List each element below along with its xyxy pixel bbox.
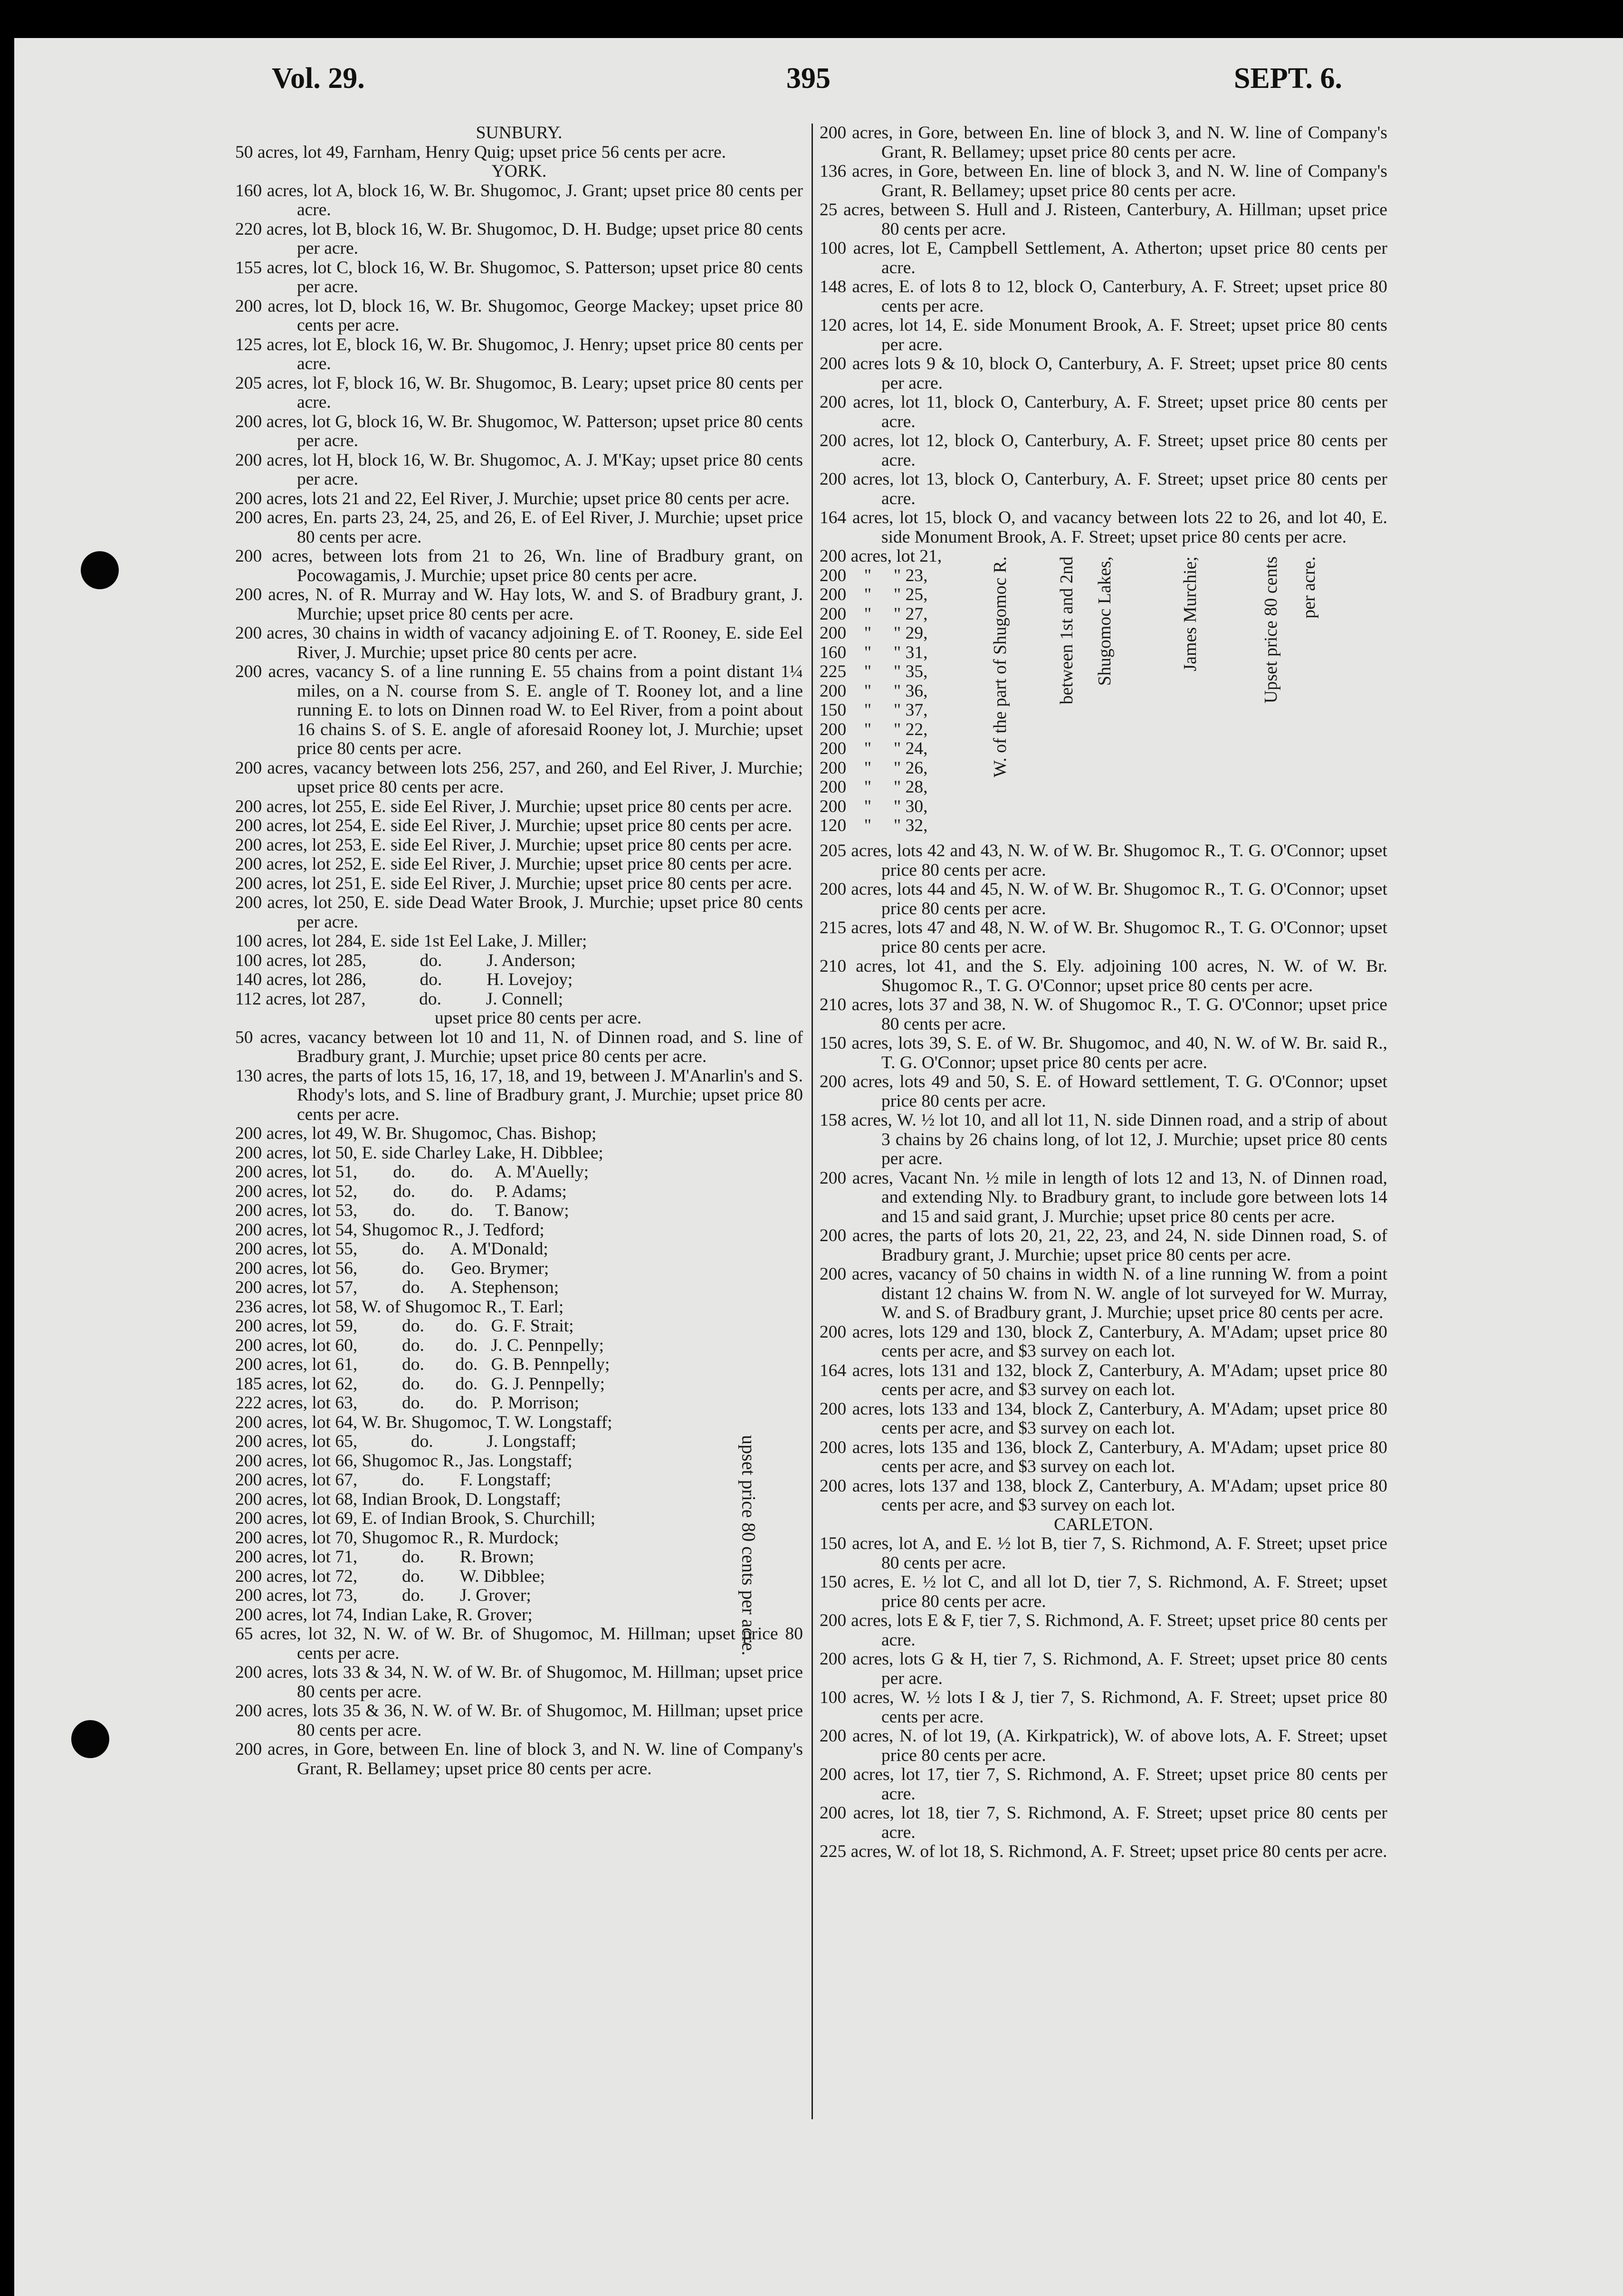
list-entry: 200 acres, in Gore, between En. line of block 3, and N. W. line of Company's Grant, R. Bellamey; upset price 80 cents per acre.	[235, 1740, 803, 1779]
page-number: 395	[786, 62, 831, 95]
list-entry: 50 acres, lot 49, Farnham, Henry Quig; upset price 56 cents per acre.	[235, 142, 726, 162]
left-column	[235, 124, 803, 1779]
list-entry: 210 acres, lots 37 and 38, N. W. of Shugomoc R., T. G. O'Connor; upset price 80 cents per acre.	[820, 995, 1387, 1034]
list-entry: 205 acres, lot F, block 16, W. Br. Shugomoc, B. Leary; upset price 80 cents per acre.	[235, 373, 803, 412]
lot-table-row: 200 " " 25,	[820, 585, 928, 604]
binding-hole	[81, 551, 119, 589]
list-entry: 120 acres, lot 14, E. side Monument Brook, A. F. Street; upset price 80 cents per acre.	[820, 316, 1387, 354]
list-entry: 200 acres, lot 250, E. side Dead Water Brook, J. Murchie; upset price 80 cents per acre.	[235, 893, 803, 932]
volume-label: Vol. 29.	[272, 62, 365, 95]
lot-table	[820, 547, 1387, 842]
list-entry: 200 acres, lot 73, do. J. Grover;	[235, 1586, 531, 1605]
list-entry: 200 acres, between lots from 21 to 26, Wn. line of Bradbury grant, on Pocowagamis, J. Murchie; upset price 80 cents per acre.	[235, 546, 803, 585]
list-entry: 200 acres, lot 52, do. do. P. Adams;	[235, 1181, 567, 1201]
list-entry: 136 acres, in Gore, between En. line of block 3, and N. W. line of Company's Grant, R. Bellamey; upset price 80 cents per acre.	[820, 162, 1387, 201]
list-entry: 200 acres, lot 70, Shugomoc R., R. Murdock;	[235, 1528, 559, 1548]
list-entry: 200 acres, En. parts 23, 24, 25, and 26, E. of Eel River, J. Murchie; upset price 80 cents per acre.	[235, 508, 803, 547]
list-entry: 200 acres, lots 133 and 134, block Z, Canterbury, A. M'Adam; upset price 80 cents per acre, and $3 survey on each lot.	[820, 1399, 1387, 1438]
lot-table-row: 200 acres, lot 21,	[820, 546, 942, 566]
list-entry: 205 acres, lots 42 and 43, N. W. of W. Br. Shugomoc R., T. G. O'Connor; upset price 80 cents per acre.	[820, 841, 1387, 880]
list-entry: 200 acres, lots 35 & 36, N. W. of W. Br. of Shugomoc, M. Hillman; upset price 80 cents per acre.	[235, 1701, 803, 1740]
list-entry: 100 acres, lot E, Campbell Settlement, A. Atherton; upset price 80 cents per acre.	[820, 239, 1387, 277]
list-entry: 210 acres, lot 41, and the S. Ely. adjoining 100 acres, N. W. of W. Br. Shugomoc R., T. G. O'Connor; upset price 80 cents per acre.	[820, 957, 1387, 995]
lot-table-row: 150 " " 37,	[820, 700, 928, 720]
list-entry: 200 acres, lot 54, Shugomoc R., J. Tedford;	[235, 1220, 544, 1240]
list-entry: 200 acres, lot 74, Indian Lake, R. Grover;	[235, 1605, 533, 1625]
list-entry: 200 acres, lot 252, E. side Eel River, J. Murchie; upset price 80 cents per acre.	[235, 854, 792, 874]
list-entry: 200 acres, lots 137 and 138, block Z, Canterbury, A. M'Adam; upset price 80 cents per acre, and $3 survey on each lot.	[820, 1476, 1387, 1515]
column-divider	[812, 124, 813, 2119]
lot-table-row: 160 " " 31,	[820, 642, 928, 662]
list-entry: 200 acres, in Gore, between En. line of block 3, and N. W. line of Company's Grant, R. Bellamey; upset price 80 cents per acre.	[820, 123, 1387, 162]
list-entry: 200 acres, lot 251, E. side Eel River, J. Murchie; upset price 80 cents per acre.	[235, 873, 792, 893]
list-entry: 215 acres, lots 47 and 48, N. W. of W. Br. Shugomoc R., T. G. O'Connor; upset price 80 cents per acre.	[820, 918, 1387, 957]
list-entry: 200 acres, lot 61, do. do. G. B. Pennpelly;	[235, 1355, 610, 1374]
list-entry: 155 acres, lot C, block 16, W. Br. Shugomoc, S. Patterson; upset price 80 cents per acre.	[235, 258, 803, 297]
list-entry: 236 acres, lot 58, W. of Shugomoc R., T. Earl;	[235, 1297, 564, 1317]
list-entry: 125 acres, lot E, block 16, W. Br. Shugomoc, J. Henry; upset price 80 cents per acre.	[235, 335, 803, 373]
lot-table-row: 200 " " 36,	[820, 681, 928, 701]
lot-table-vertical-label: between 1st and 2nd	[1057, 556, 1077, 705]
vertical-upset-note: upset price 80 cents per acre.	[738, 1435, 760, 1656]
lot-table-row: 225 " " 35,	[820, 662, 928, 681]
list-entry: 50 acres, vacancy between lot 10 and 11, N. of Dinnen road, and S. line of Bradbury grant, J. Murchie; upset price 80 cents per acre.	[235, 1027, 803, 1066]
list-entry: 100 acres, lot 284, E. side 1st Eel Lake, J. Miller;	[235, 931, 587, 951]
list-entry: 200 acres, lots 49 and 50, S. E. of Howard settlement, T. G. O'Connor; upset price 80 cents per acre.	[820, 1072, 1387, 1111]
list-entry: 200 acres, lot H, block 16, W. Br. Shugomoc, A. J. M'Kay; upset price 80 cents per acre.	[235, 450, 803, 489]
list-entry: 200 acres, lot 71, do. R. Brown;	[235, 1547, 535, 1567]
section-heading: CARLETON.	[1054, 1514, 1153, 1534]
list-entry: 200 acres, lot 64, W. Br. Shugomoc, T. W. Longstaff;	[235, 1412, 612, 1432]
list-entry: 25 acres, between S. Hull and J. Risteen, Canterbury, A. Hillman; upset price 80 cents per acre.	[820, 200, 1387, 239]
lot-table-row: 200 " " 30,	[820, 796, 928, 816]
list-entry: 200 acres, lot 12, block O, Canterbury, A. F. Street; upset price 80 cents per acre.	[820, 431, 1387, 470]
date-label: SEPT. 6.	[1234, 62, 1342, 95]
list-entry: 222 acres, lot 63, do. do. P. Morrison;	[235, 1393, 579, 1413]
list-entry: 200 acres, vacancy between lots 256, 257, and 260, and Eel River, J. Murchie; upset price 80 cents per acre.	[235, 758, 803, 797]
list-entry: 200 acres, lot 72, do. W. Dibblee;	[235, 1566, 545, 1586]
list-entry: 65 acres, lot 32, N. W. of W. Br. of Shugomoc, M. Hillman; upset price 80 cents per acre.	[235, 1624, 803, 1663]
lot-table-row: 120 " " 32,	[820, 816, 928, 835]
list-entry: 200 acres, lot 50, E. side Charley Lake, H. Dibblee;	[235, 1143, 603, 1163]
list-entry: 220 acres, lot B, block 16, W. Br. Shugomoc, D. H. Budge; upset price 80 cents per acre.	[235, 219, 803, 258]
list-entry: 200 acres, vacancy of 50 chains in width N. of a line running W. from a point distant 12 chains W. from N. W. angle of lot surveyed for W. Murray, W. and S. of Bradbury grant, J. Murchie; upset price 80 cents per acre.	[820, 1264, 1387, 1322]
lot-table-row: 200 " " 24,	[820, 739, 928, 758]
list-entry: 225 acres, W. of lot 18, S. Richmond, A. F. Street; upset price 80 cents per acre.	[820, 1842, 1387, 1861]
list-entry: 200 acres, lot 59, do. do. G. F. Strait;	[235, 1316, 574, 1336]
list-entry: 200 acres, N. of lot 19, (A. Kirkpatrick), W. of above lots, A. F. Street; upset price 80 cents per acre.	[820, 1726, 1387, 1765]
list-entry: 200 acres, lot 18, tier 7, S. Richmond, A. F. Street; upset price 80 cents per acre.	[820, 1803, 1387, 1842]
list-entry: 158 acres, W. ½ lot 10, and all lot 11, N. side Dinnen road, and a strip of about 3 chains by 26 chains long, of lot 12, J. Murchie; upset price 80 cents per acre.	[820, 1110, 1387, 1168]
list-entry: 200 acres, lots G & H, tier 7, S. Richmond, A. F. Street; upset price 80 cents per acre.	[820, 1649, 1387, 1688]
list-entry: 140 acres, lot 286, do. H. Lovejoy;	[235, 970, 573, 989]
list-entry: 150 acres, lots 39, S. E. of W. Br. Shugomoc, and 40, N. W. of W. Br. said R., T. G. O'Connor; upset price 80 cents per acre.	[820, 1033, 1387, 1072]
list-entry: 200 acres, lot 55, do. A. M'Donald;	[235, 1239, 548, 1259]
list-entry: 164 acres, lot 15, block O, and vacancy between lots 22 to 26, and lot 40, E. side Monument Brook, A. F. Street; upset price 80 cents per acre.	[820, 508, 1387, 547]
list-entry: 200 acres, lot 11, block O, Canterbury, A. F. Street; upset price 80 cents per acre.	[820, 392, 1387, 431]
list-entry: 200 acres, lots 44 and 45, N. W. of W. Br. Shugomoc R., T. G. O'Connor; upset price 80 cents per acre.	[820, 880, 1387, 918]
list-entry: 200 acres, lot 68, Indian Brook, D. Longstaff;	[235, 1489, 561, 1509]
list-entry: 100 acres, lot 285, do. J. Anderson;	[235, 950, 576, 970]
list-entry: 200 acres, lot 255, E. side Eel River, J. Murchie; upset price 80 cents per acre.	[235, 796, 792, 816]
list-entry: 200 acres, lot 253, E. side Eel River, J. Murchie; upset price 80 cents per acre.	[235, 835, 792, 855]
lot-table-vertical-label: per acre.	[1299, 556, 1319, 619]
lot-table-row: 200 " " 23,	[820, 565, 928, 585]
list-entry: 200 acres, vacancy S. of a line running E. 55 chains from a point distant 1¼ miles, on a N. course from S. E. angle of T. Rooney lot, and a line running E. to lots on Dinnen road W. to Eel River, from a point about 16 chains S. of S. E. angle of aforesaid Rooney lot, J. Murchie; upset price 80 cents per acre.	[235, 662, 803, 758]
lot-table-row: 200 " " 28,	[820, 777, 928, 797]
list-entry: 200 acres, lots 21 and 22, Eel River, J. Murchie; upset price 80 cents per acre.	[235, 488, 790, 508]
list-entry: 130 acres, the parts of lots 15, 16, 17, 18, and 19, between J. M'Anarlin's and S. Rhody's lots, and S. line of Bradbury grant, J. Murchie; upset price 80 cents per acre.	[235, 1066, 803, 1124]
list-entry: 200 acres, lot D, block 16, W. Br. Shugomoc, George Mackey; upset price 80 cents per acre.	[235, 296, 803, 335]
list-entry: 200 acres, lot 65, do. J. Longstaff;	[235, 1432, 576, 1451]
list-entry: 112 acres, lot 287, do. J. Connell;	[235, 989, 563, 1009]
list-entry: 200 acres, 30 chains in width of vacancy adjoining E. of T. Rooney, E. side Eel River, J. Murchie; upset price 80 cents per acre.	[235, 623, 803, 662]
list-entry: 200 acres, lot 49, W. Br. Shugomoc, Chas. Bishop;	[235, 1124, 597, 1143]
list-entry: 200 acres, lot 69, E. of Indian Brook, S. Churchill;	[235, 1509, 596, 1528]
list-entry: 100 acres, W. ½ lots I & J, tier 7, S. Richmond, A. F. Street; upset price 80 cents per acre.	[820, 1688, 1387, 1727]
lot-table-row: 200 " " 26,	[820, 758, 928, 778]
list-entry: 200 acres, lots 135 and 136, block Z, Canterbury, A. M'Adam; upset price 80 cents per acre, and $3 survey on each lot.	[820, 1437, 1387, 1476]
section-heading: SUNBURY.	[476, 123, 563, 143]
list-entry: 200 acres lots 9 & 10, block O, Canterbury, A. F. Street; upset price 80 cents per acre.	[820, 354, 1387, 393]
list-entry: 200 acres, lot 53, do. do. T. Banow;	[235, 1201, 569, 1220]
list-entry: 200 acres, lot 57, do. A. Stephenson;	[235, 1278, 559, 1297]
list-entry: 200 acres, Vacant Nn. ½ mile in length of lots 12 and 13, N. of Dinnen road, and extending Nly. to Bradbury grant, to include gore between lots 14 and 15 and said grant, J. Murchie; upset price 80 cents per acre.	[820, 1168, 1387, 1226]
lot-table-row: 200 " " 29,	[820, 623, 928, 643]
list-entry: 150 acres, lot A, and E. ½ lot B, tier 7, S. Richmond, A. F. Street; upset price 80 cents per acre.	[820, 1534, 1387, 1573]
list-entry: 200 acres, the parts of lots 20, 21, 22, 23, and 24, N. side Dinnen road, S. of Bradbury grant, J. Murchie; upset price 80 cents per acre.	[820, 1226, 1387, 1265]
list-entry: 148 acres, E. of lots 8 to 12, block O, Canterbury, A. F. Street; upset price 80 cents per acre.	[820, 277, 1387, 316]
section-heading: YORK.	[491, 162, 547, 181]
list-entry: 200 acres, lots E & F, tier 7, S. Richmond, A. F. Street; upset price 80 cents per acre.	[820, 1611, 1387, 1650]
lot-table-vertical-label: Shugomoc Lakes,	[1095, 556, 1115, 686]
list-entry: 200 acres, lot 17, tier 7, S. Richmond, A. F. Street; upset price 80 cents per acre.	[820, 1765, 1387, 1804]
list-entry: 200 acres, lot 66, Shugomoc R., Jas. Longstaff;	[235, 1451, 573, 1471]
list-entry: 200 acres, N. of R. Murray and W. Hay lots, W. and S. of Bradbury grant, J. Murchie; upset price 80 cents per acre.	[235, 585, 803, 624]
lot-table-vertical-label: James Murchie;	[1180, 556, 1200, 671]
list-entry: 150 acres, E. ½ lot C, and all lot D, tier 7, S. Richmond, A. F. Street; upset price 80 cents per acre.	[820, 1572, 1387, 1611]
list-entry: 200 acres, lot 13, block O, Canterbury, A. F. Street; upset price 80 cents per acre.	[820, 469, 1387, 508]
list-entry: 164 acres, lots 131 and 132, block Z, Canterbury, A. M'Adam; upset price 80 cents per acre, and $3 survey on each lot.	[820, 1360, 1387, 1399]
list-entry: 200 acres, lots 129 and 130, block Z, Canterbury, A. M'Adam; upset price 80 cents per acre, and $3 survey on each lot.	[820, 1322, 1387, 1361]
list-entry: 200 acres, lot 60, do. do. J. C. Pennpelly;	[235, 1335, 604, 1355]
list-entry: 200 acres, lots 33 & 34, N. W. of W. Br. of Shugomoc, M. Hillman; upset price 80 cents per acre.	[235, 1663, 803, 1702]
list-entry: 200 acres, lot G, block 16, W. Br. Shugomoc, W. Patterson; upset price 80 cents per acre.	[235, 411, 803, 450]
lot-table-row: 200 " " 27,	[820, 604, 928, 624]
list-entry: 200 acres, lot 67, do. F. Longstaff;	[235, 1470, 551, 1490]
list-entry: 200 acres, lot 56, do. Geo. Brymer;	[235, 1258, 549, 1278]
lot-table-vertical-label: Upset price 80 cents	[1261, 556, 1281, 704]
lot-table-row: 200 " " 22,	[820, 719, 928, 739]
bracket-note: upset price 80 cents per acre.	[435, 1008, 642, 1028]
right-column	[820, 124, 1387, 1862]
lot-table-vertical-label: W. of the part of Shugomoc R.	[990, 556, 1010, 778]
list-entry: 200 acres, lot 51, do. do. A. M'Auelly;	[235, 1162, 589, 1182]
list-entry: 185 acres, lot 62, do. do. G. J. Pennpelly;	[235, 1374, 605, 1394]
list-entry: 200 acres, lot 254, E. side Eel River, J. Murchie; upset price 80 cents per acre.	[235, 816, 792, 835]
binding-hole	[71, 1720, 109, 1758]
list-entry: 160 acres, lot A, block 16, W. Br. Shugomoc, J. Grant; upset price 80 cents per acre.	[235, 181, 803, 220]
